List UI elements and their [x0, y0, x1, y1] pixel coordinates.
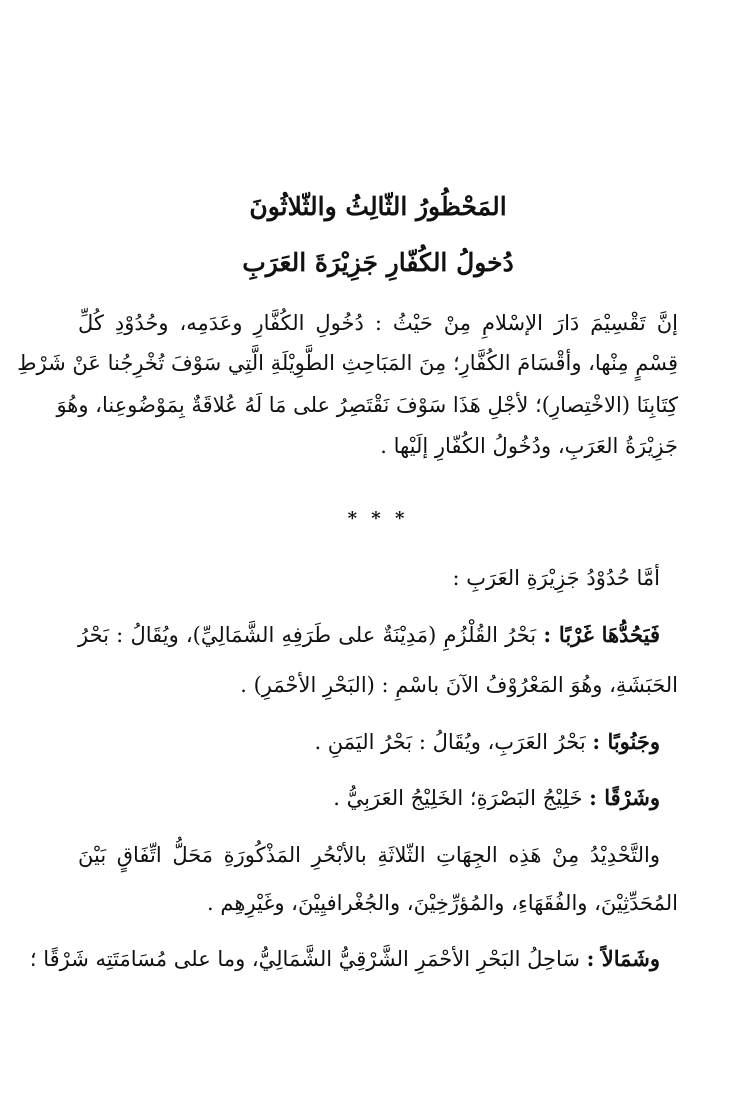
east-lead: وشَرْقًا : [589, 785, 660, 810]
west-border-line-1 [78, 620, 660, 650]
borders-intro: أمَّا حُدُوْدُ جَزِيْرَةِ العَرَبِ : [452, 566, 660, 590]
north-text: سَاحِلُ البَحْرِ الأحْمَرِ الشَّرْقِيُّ الشَّمَالِيُّ، وما على مُسَامَتَتِه شَرْقًا ؛ [29, 947, 580, 971]
chapter-subtitle: دُخولُ الكُفّارِ جَزِيْرَةَ العَرَبِ [242, 248, 514, 277]
section-separator: * * * [347, 508, 409, 529]
intro-line-4: جَزِيْرَةُ العَرَبِ، ودُخُولُ الكُفّارِ إلَيْها . [380, 434, 678, 458]
intro-line-2: قِسْمٍ مِنْها، وأقْسَامَ الكُفَّارِ؛ مِنَ المَبَاحِثِ الطَّوِيْلَةِ الَّتِي سَوْفَ تُخْرِجُنا عَنْ شَرْطِ [17, 351, 678, 375]
north-lead: وشَمَالاً : [586, 946, 660, 971]
south-border [314, 727, 660, 757]
intro-line-1: إنَّ تَقْسِيْمَ دَارَ الإسْلامِ مِنْ حَيْثُ : دُخُولِ الكُفَّارِ وعَدَمِه، وحُدُوْدِ كُلِّ [78, 311, 678, 335]
south-lead: وجَنُوبًا : [592, 729, 660, 754]
west-border-line-2: الحَبَشَةِ، وهُوَ المَعْرُوْفُ الآنَ باسْمِ : (البَحْرِ الأحْمَرِ) . [240, 673, 678, 697]
north-border [30, 944, 660, 974]
west-text-1: بَحْرُ القُلْزُمِ (مَدِيْنَةٌ على طَرَفِهِ الشَّمَالِيِّ)، ويُقَالُ : بَحْرُ [78, 623, 537, 647]
south-text: بَحْرُ العَرَبِ، ويُقَالُ : بَحْرُ اليَمَنِ . [314, 730, 586, 754]
intro-line-3: كِتَابِنَا (الاخْتِصارِ)؛ لأجْلِ هَذَا سَوْفَ نَقْتَصِرُ على مَا لَهُ عُلاقَةٌ بِمَوْضُوعِنا، وهُوَ [56, 393, 678, 417]
west-lead: فَيَحُدُّهَا غَرْبًا : [543, 622, 660, 647]
east-border [333, 783, 660, 813]
agreement-line-2: المُحَدِّثِيْنَ، والفُقَهَاءِ، والمُؤرِّخِيْنَ، والجُغْرافيِيْنَ، وغَيْرِهِم . [207, 891, 678, 915]
chapter-title: المَحْظُورُ الثّالِثُ والثّلاثُونَ [249, 192, 507, 221]
agreement-line-1: والتَّحْدِيْدُ مِنْ هَذِه الجِهَاتِ الثّلاثَةِ بالأبْحُرِ المَذْكُورَةِ مَحَلُّ اتِّفَاقٍ بَيْنَ [78, 843, 660, 867]
east-text: خَلِيْجُ البَصْرَةِ؛ الخَلِيْجُ العَرَبِيُّ . [333, 786, 583, 810]
